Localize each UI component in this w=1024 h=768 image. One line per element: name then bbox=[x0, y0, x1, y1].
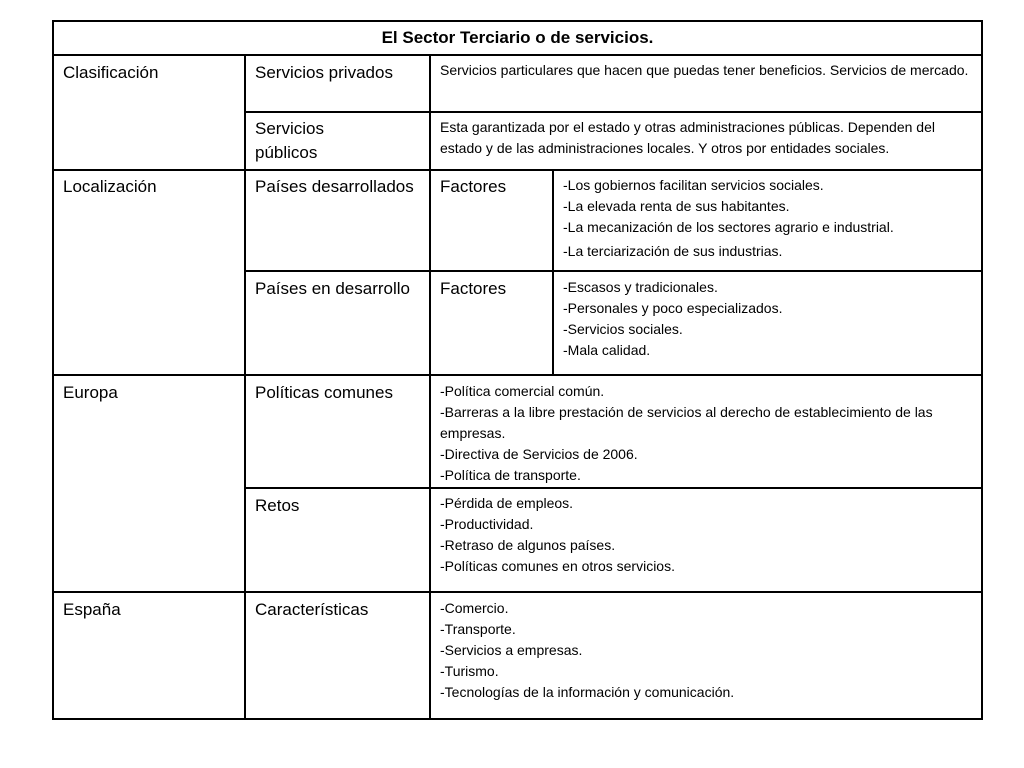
row-divider-desarrollo bbox=[244, 270, 983, 272]
list-factores-desarrollados bbox=[563, 175, 975, 262]
row-divider-localizacion bbox=[52, 169, 983, 171]
label-paises-desarrollados: Países desarrollados bbox=[255, 177, 414, 196]
table-title: El Sector Terciario o de servicios. bbox=[381, 28, 654, 47]
row-divider-espana bbox=[52, 591, 983, 593]
list-item: -Retraso de algunos países. bbox=[440, 537, 616, 553]
row-divider-retos bbox=[244, 487, 983, 489]
label-servicios-privados: Servicios privados bbox=[255, 63, 393, 82]
row-divider-europa bbox=[52, 374, 983, 376]
column-divider-2 bbox=[429, 54, 431, 720]
list-item: -La mecanización de los sectores agrario e industrial. bbox=[563, 219, 894, 235]
list-item: -Escasos y tradicionales. bbox=[563, 279, 718, 295]
list-item: -Los gobiernos facilitan servicios sociales. bbox=[563, 177, 824, 193]
row-label-localizacion: Localización bbox=[63, 177, 157, 196]
row-label-espana: España bbox=[63, 600, 121, 619]
list-item: -Mala calidad. bbox=[563, 342, 651, 358]
table-border-bottom bbox=[52, 718, 983, 720]
list-retos bbox=[440, 493, 972, 577]
list-item: -Política comercial común. bbox=[440, 383, 605, 399]
list-caracteristicas bbox=[440, 598, 972, 703]
label-paises-en-desarrollo: Países en desarrollo bbox=[255, 279, 410, 298]
label-factores-en-desarrollo: Factores bbox=[440, 279, 507, 298]
label-servicios-publicos-line1: Servicios bbox=[255, 119, 324, 138]
row-label-europa: Europa bbox=[63, 383, 118, 402]
list-factores-en-desarrollo bbox=[563, 277, 975, 361]
list-item: -La elevada renta de sus habitantes. bbox=[563, 198, 790, 214]
list-item: -Política de transporte. bbox=[440, 467, 581, 483]
label-retos: Retos bbox=[255, 496, 300, 515]
label-servicios-publicos bbox=[255, 117, 324, 165]
list-item: -Servicios a empresas. bbox=[440, 642, 583, 658]
list-politicas-comunes bbox=[440, 381, 972, 486]
row-divider-clasificacion bbox=[244, 111, 983, 113]
list-item: -Barreras a la libre prestación de servicios al derecho de establecimiento de las empresas. bbox=[440, 404, 933, 441]
list-item: -Políticas comunes en otros servicios. bbox=[440, 558, 675, 574]
label-factores-desarrollados: Factores bbox=[440, 177, 507, 196]
title-row-divider bbox=[52, 54, 983, 56]
list-item: -Comercio. bbox=[440, 600, 509, 616]
table-border-right bbox=[981, 20, 983, 720]
list-item: -Pérdida de empleos. bbox=[440, 495, 574, 511]
list-item: -Productividad. bbox=[440, 516, 534, 532]
table-border-left bbox=[52, 20, 54, 720]
list-item: -Tecnologías de la información y comunicación. bbox=[440, 684, 735, 700]
list-item: -Directiva de Servicios de 2006. bbox=[440, 446, 638, 462]
list-item: -Personales y poco especializados. bbox=[563, 300, 783, 316]
label-servicios-publicos-line2: públicos bbox=[255, 143, 318, 162]
list-item: -Servicios sociales. bbox=[563, 321, 683, 337]
desc-servicios-privados: Servicios particulares que hacen que puedas tener beneficios. Servicios de mercado. bbox=[440, 62, 969, 78]
list-item: -Turismo. bbox=[440, 663, 499, 679]
column-divider-1 bbox=[244, 54, 246, 720]
list-item: -La terciarización de sus industrias. bbox=[563, 243, 783, 259]
row-label-clasificacion: Clasificación bbox=[63, 63, 159, 82]
label-politicas-comunes: Políticas comunes bbox=[255, 383, 393, 402]
label-caracteristicas: Características bbox=[255, 600, 369, 619]
desc-servicios-publicos: Esta garantizada por el estado y otras administraciones públicas. Dependen del estado y de las administraciones locales. Y otros por entidades sociales. bbox=[440, 119, 935, 156]
list-item: -Transporte. bbox=[440, 621, 516, 637]
